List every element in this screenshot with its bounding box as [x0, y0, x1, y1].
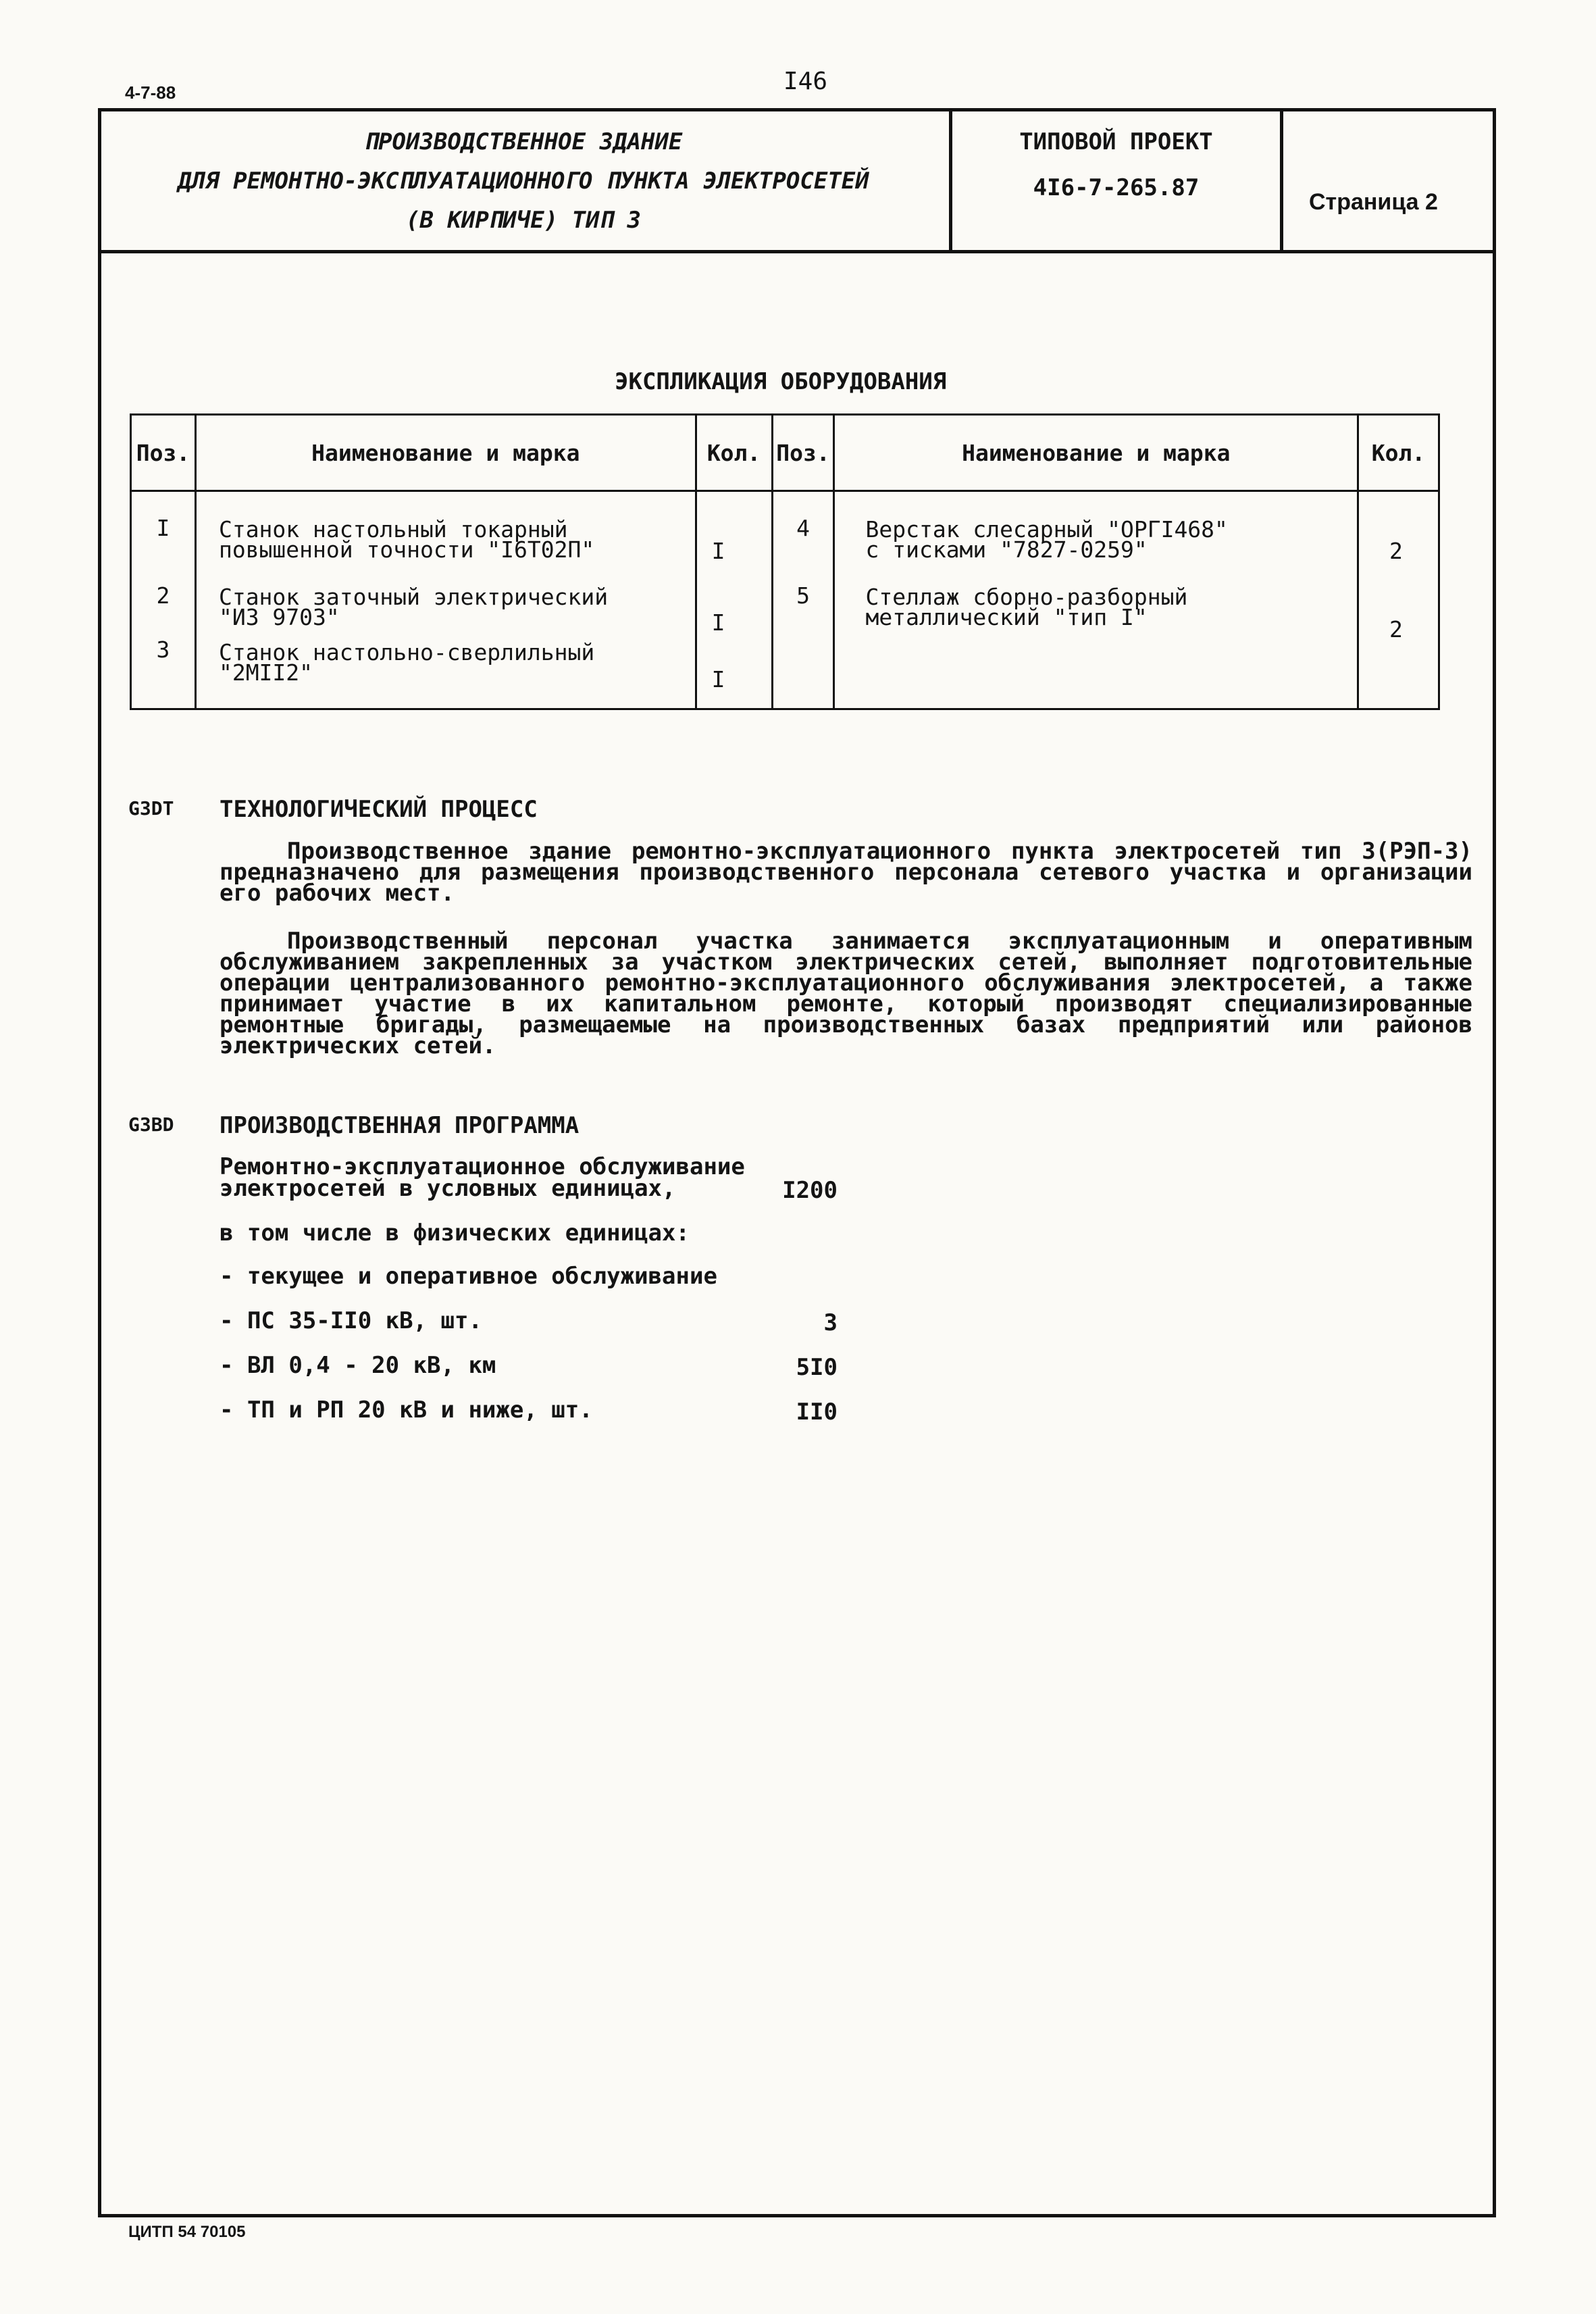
item-pos: 4: [796, 515, 810, 541]
process-paragraph: Производственный персонал участка занимается эксплуатационным и оперативным обслуживанием закрепленных за участком электрических сетей, выполняет подготовительные операции централизованного ремонтно-эксплуатационного обслуживания электросетей, а также принимает участие в их капитальном ремонте, который производят специализированные ремонтные бригады, размещаемые на производственных базах предприятий или районов электрических сетей.: [220, 928, 1472, 1059]
name-cell: [195, 491, 696, 709]
item-name: Верстак слесарный "ОРГI468": [865, 516, 1228, 543]
program-section-code: G3BD: [128, 1113, 174, 1136]
qty-cell: [1358, 491, 1439, 709]
process-paragraph: Производственное здание ремонтно-эксплуатационного пункта электросетей тип 3(РЭП-3) предназначено для размещения производственного персонала сетевого участка и организации его рабочих мест.: [220, 838, 1472, 907]
item-name: Станок настольный токарный: [218, 516, 568, 543]
item-qty: I: [711, 538, 725, 564]
item-name: Стеллаж сборно-разборный: [865, 584, 1188, 610]
item-name: металлический "тип I": [865, 604, 1148, 630]
process-section-code: G3DT: [128, 797, 174, 820]
program-item-label: - ВЛ 0,4 - 20 кВ, км: [220, 1352, 496, 1379]
item-name: Станок заточный электрический: [218, 584, 609, 610]
header-name: Наименование и марка: [195, 415, 696, 491]
program-lead-line: электросетей в условных единицах,: [220, 1175, 676, 1202]
program-item-label: - ТП и РП 20 кВ и ниже, шт.: [220, 1397, 593, 1424]
page-number: I46: [783, 68, 828, 95]
title-block-name-cell: [98, 108, 952, 250]
name-cell: [834, 491, 1358, 709]
item-pos: 2: [156, 582, 170, 609]
header-name: Наименование и марка: [834, 415, 1358, 491]
page-label: Страница 2: [1309, 189, 1438, 215]
program-subhead: в том числе в физических единицах:: [220, 1219, 690, 1247]
program-item-label: - текущее и оперативное обслуживание: [220, 1263, 717, 1290]
item-name: с тисками "7827-0259": [865, 536, 1148, 563]
title-line: (В КИРПИЧЕ) ТИП 3: [406, 207, 641, 234]
item-pos: 3: [156, 636, 170, 663]
program-item-label: - ПС 35-II0 кВ, шт.: [220, 1307, 482, 1334]
item-qty: 2: [1389, 538, 1403, 564]
item-name: "ИЗ 9703": [218, 604, 340, 630]
program-lead-value: I200: [782, 1177, 838, 1204]
table-header-row: [131, 415, 1439, 491]
program-item-value: 3: [823, 1309, 838, 1336]
program-lead-line: Ремонтно-эксплуатационное обслуживание: [220, 1153, 745, 1180]
header-pos: Поз.: [131, 415, 196, 491]
title-line: ПРОИЗВОДСТВЕННОЕ ЗДАНИЕ: [364, 128, 683, 155]
program-item-value: 5I0: [796, 1354, 838, 1381]
header-qty: Кол.: [1358, 415, 1439, 491]
program-item-value: II0: [796, 1399, 838, 1426]
item-name: "2МII2": [218, 659, 313, 686]
pos-cell: [772, 491, 834, 709]
item-name: Станок настольно-сверлильный: [218, 639, 595, 665]
item-qty: 2: [1389, 616, 1403, 643]
item-name: повышенной точности "I6Т02П": [218, 536, 595, 563]
program-section-title: ПРОИЗВОДСТВЕННАЯ ПРОГРАММА: [220, 1112, 580, 1139]
item-pos: 5: [796, 582, 810, 609]
table-row: [131, 491, 1439, 709]
title-block: [98, 108, 1496, 253]
project-code: 4I6-7-265.87: [1033, 174, 1200, 201]
item-qty: I: [711, 666, 725, 693]
item-qty: I: [711, 609, 725, 636]
item-pos: I: [156, 515, 170, 541]
title-line: ДЛЯ РЕМОНТНО-ЭКСПЛУАТАЦИОННОГО ПУНКТА ЭЛЕКТРОСЕТЕЙ: [178, 168, 869, 195]
document-code: 4-7-88: [125, 82, 176, 103]
qty-cell: [696, 491, 772, 709]
footer-code: ЦИТП 54 70105: [128, 2223, 246, 2241]
project-label: ТИПОВОЙ ПРОЕКТ: [1019, 128, 1213, 155]
header-pos: Поз.: [772, 415, 834, 491]
title-block-project-cell: [952, 108, 1283, 250]
pos-cell: [131, 491, 196, 709]
equipment-table-title: ЭКСПЛИКАЦИЯ ОБОРУДОВАНИЯ: [615, 368, 947, 395]
equipment-table: [130, 413, 1440, 710]
header-qty: Кол.: [696, 415, 772, 491]
title-block-page-cell: [1283, 108, 1489, 250]
process-section-title: ТЕХНОЛОГИЧЕСКИЙ ПРОЦЕСС: [220, 796, 538, 823]
